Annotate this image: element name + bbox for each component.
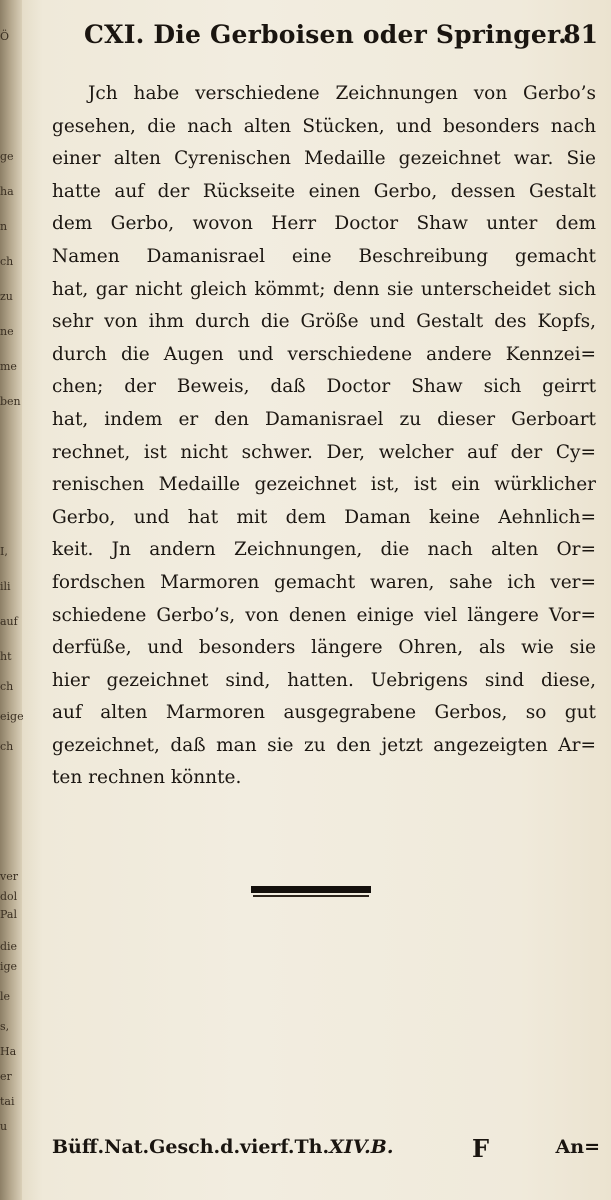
margin-fragment: I, — [0, 545, 8, 558]
text-line: einer alten Cyrenischen Medaille gezeichnet war. Sie — [52, 148, 596, 170]
margin-fragment: ben — [0, 395, 21, 408]
rule-thin-line — [253, 895, 369, 897]
catchword: An= — [555, 1136, 600, 1158]
text-line: hier gezeichnet sind, hatten. Uebrigens sind diese, — [52, 669, 596, 691]
margin-fragment: auf — [0, 615, 18, 628]
page-header — [84, 20, 604, 56]
rule-thick-line — [251, 886, 371, 893]
margin-fragment: Ö — [0, 30, 10, 43]
margin-fragment: tai — [0, 1095, 15, 1108]
text-line: chen; der Beweis, daß Doctor Shaw sich geirrt — [52, 376, 596, 398]
signature-prefix: Büff.Nat.Gesch.d.vierf.Th. — [52, 1136, 330, 1158]
text-line: dem Gerbo, wovon Herr Doctor Shaw unter dem — [52, 213, 596, 235]
body-paragraph — [52, 78, 596, 795]
margin-fragment: le — [0, 990, 11, 1003]
margin-fragment: ige — [0, 960, 18, 973]
margin-fragment: ht — [0, 650, 12, 663]
adjacent-page-edge — [0, 0, 22, 1200]
text-line: durch die Augen und verschiedene andere Kennzei= — [52, 343, 596, 365]
margin-fragment: ver — [0, 870, 18, 883]
page-number: 81 — [563, 20, 598, 49]
text-line: renischen Medaille gezeichnet ist, ist ein würklicher — [52, 474, 596, 496]
margin-fragment: Ha — [0, 1045, 17, 1058]
margin-fragment: ch — [0, 680, 14, 693]
margin-fragment: ha — [0, 185, 14, 198]
page-footer — [52, 1136, 600, 1172]
text-line: auf alten Marmoren ausgegrabene Gerbos, so gut — [52, 702, 596, 724]
text-line: gezeichnet, daß man sie zu den jetzt angezeigten Ar= — [52, 734, 596, 756]
margin-fragment: eige — [0, 710, 24, 723]
text-line: hat, gar nicht gleich kömmt; denn sie unterscheidet sich — [52, 278, 596, 300]
text-line: ten rechnen könnte. — [52, 767, 242, 789]
margin-fragment: zu — [0, 290, 13, 303]
signature-volume: XIV.B. — [329, 1136, 394, 1158]
margin-fragment: dol — [0, 890, 18, 903]
margin-fragment: u — [0, 1120, 8, 1133]
margin-fragment: me — [0, 360, 17, 373]
margin-fragment: ch — [0, 740, 14, 753]
margin-fragment: ili — [0, 580, 11, 593]
text-line: schiedene Gerbo’s, von denen einige viel längere Vor= — [52, 604, 596, 626]
section-end-rule — [251, 886, 371, 898]
text-line: gesehen, die nach alten Stücken, und besonders nach — [52, 115, 596, 137]
text-line: keit. Jn andern Zeichnungen, die nach alten Or= — [52, 539, 596, 561]
text-line: fordschen Marmoren gemacht waren, sahe ich ver= — [52, 571, 596, 593]
text-line: Jch habe verschiedene Zeichnungen von Gerbo’s — [88, 83, 596, 104]
text-line: Gerbo, und hat mit dem Daman keine Aehnlich= — [52, 506, 596, 528]
margin-fragment: Pal — [0, 908, 17, 921]
margin-fragment: n — [0, 220, 8, 233]
signature-line — [52, 1136, 393, 1158]
text-line: rechnet, ist nicht schwer. Der, welcher auf der Cy= — [52, 441, 596, 463]
margin-fragment: er — [0, 1070, 12, 1083]
margin-fragment: ge — [0, 150, 14, 163]
margin-fragment: die — [0, 940, 18, 953]
running-title: CXI. Die Gerboisen oder Springer. — [84, 20, 568, 49]
margin-fragment: s, — [0, 1020, 10, 1033]
margin-fragment: ne — [0, 325, 14, 338]
text-line: sehr von ihm durch die Größe und Gestalt des Kopfs, — [52, 311, 596, 333]
text-line: Namen Damanisrael eine Beschreibung gemacht — [52, 245, 596, 267]
text-line: derfüße, und besonders längere Ohren, als wie sie — [52, 637, 596, 659]
margin-fragment: ch — [0, 255, 14, 268]
sheet-mark: F — [472, 1134, 490, 1163]
text-line: hatte auf der Rückseite einen Gerbo, dessen Gestalt — [52, 180, 596, 202]
text-line: hat, indem er den Damanisrael zu dieser Gerboart — [52, 408, 596, 430]
